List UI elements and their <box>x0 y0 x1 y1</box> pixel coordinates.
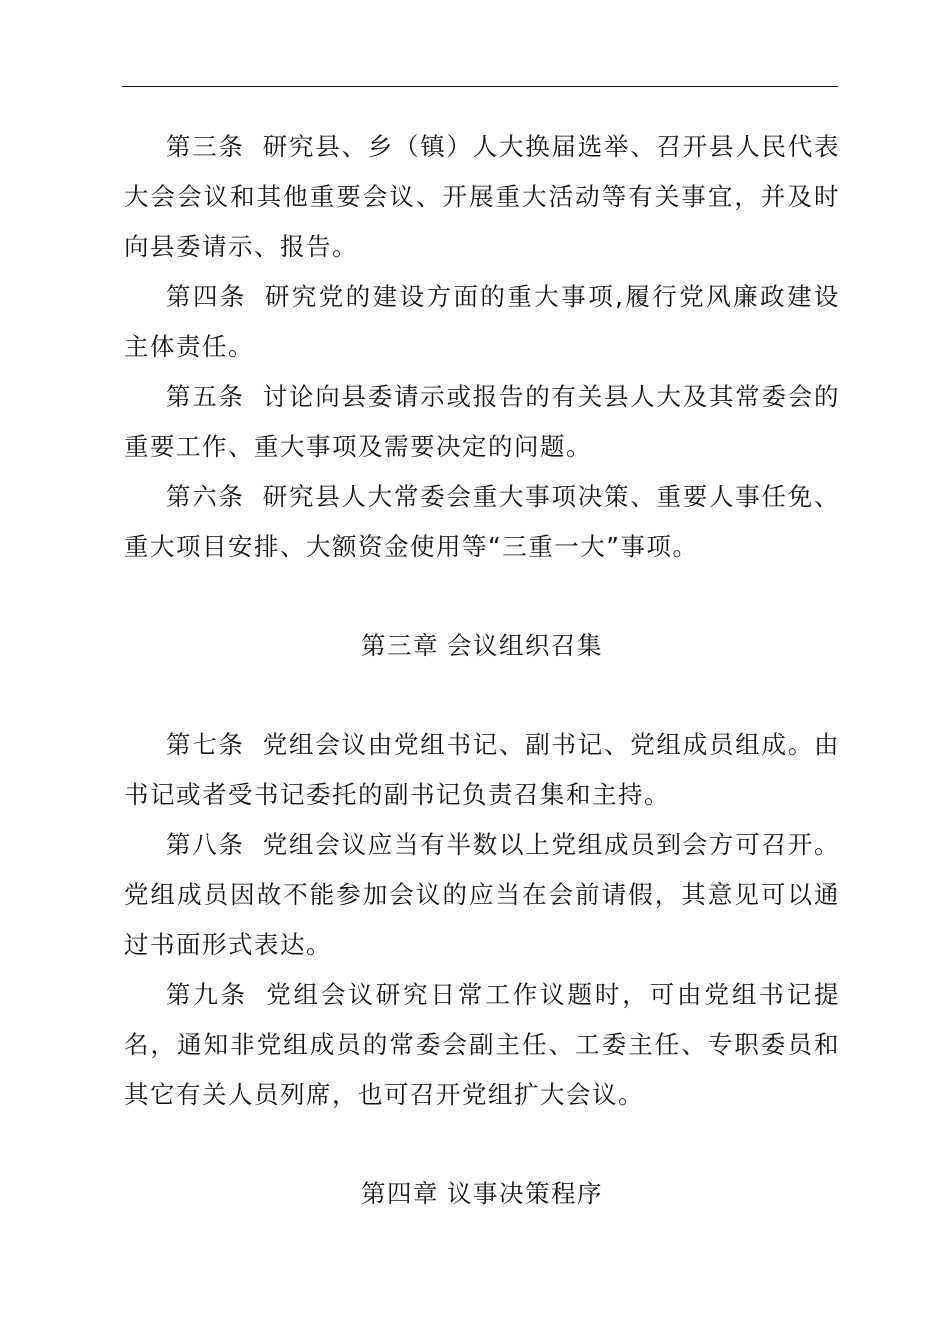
article-number: 第八条 <box>166 830 245 859</box>
document-body <box>124 122 840 1219</box>
article-3 <box>124 122 840 272</box>
article-text: 讨论向县委请示或报告的有关县人大及其常委会的重要工作、重大事项及需要决定的问题。 <box>124 382 840 461</box>
article-text: 研究县、乡（镇）人大换届选举、召开县人民代表大会会议和其他重要会议、开展重大活动等有关事宜，并及时向县委请示、报告。 <box>124 132 840 261</box>
article-4 <box>124 272 840 372</box>
chapter-4-heading <box>124 1169 840 1219</box>
article-number: 第三条 <box>166 132 245 161</box>
article-text: 党组会议应当有半数以上党组成员到会方可召开。党组成员因故不能参加会议的应当在会前请假，其意见可以通过书面形式表达。 <box>124 830 840 959</box>
article-7 <box>124 720 840 820</box>
article-text: 党组会议由党组书记、副书记、党组成员组成。由书记或者受书记委托的副书记负责召集和主持。 <box>124 730 840 809</box>
article-number: 第四条 <box>166 282 247 311</box>
chapter-title: 会议组织召集 <box>447 631 603 660</box>
chapter-number: 第四章 <box>361 1179 439 1208</box>
article-6 <box>124 472 840 572</box>
article-5 <box>124 372 840 472</box>
article-number: 第五条 <box>166 382 245 411</box>
article-text: 党组会议研究日常工作议题时，可由党组书记提名，通知非党组成员的常委会副主任、工委主任、专职委员和其它有关人员列席，也可召开党组扩大会议。 <box>124 980 841 1109</box>
article-8 <box>124 820 840 970</box>
chapter-title: 议事决策程序 <box>447 1179 603 1208</box>
article-9 <box>124 970 840 1120</box>
article-number: 第七条 <box>166 730 245 759</box>
chapter-3-heading <box>124 621 840 671</box>
article-number: 第六条 <box>166 482 245 511</box>
article-number: 第九条 <box>166 980 249 1009</box>
header-rule <box>122 86 838 87</box>
chapter-number: 第三章 <box>361 631 439 660</box>
article-text: 研究党的建设方面的重大事项,履行党风廉政建设主体责任。 <box>124 282 840 361</box>
article-text: 研究县人大常委会重大事项决策、重要人事任免、重大项目安排、大额资金使用等“三重一大”事项。 <box>124 482 840 561</box>
